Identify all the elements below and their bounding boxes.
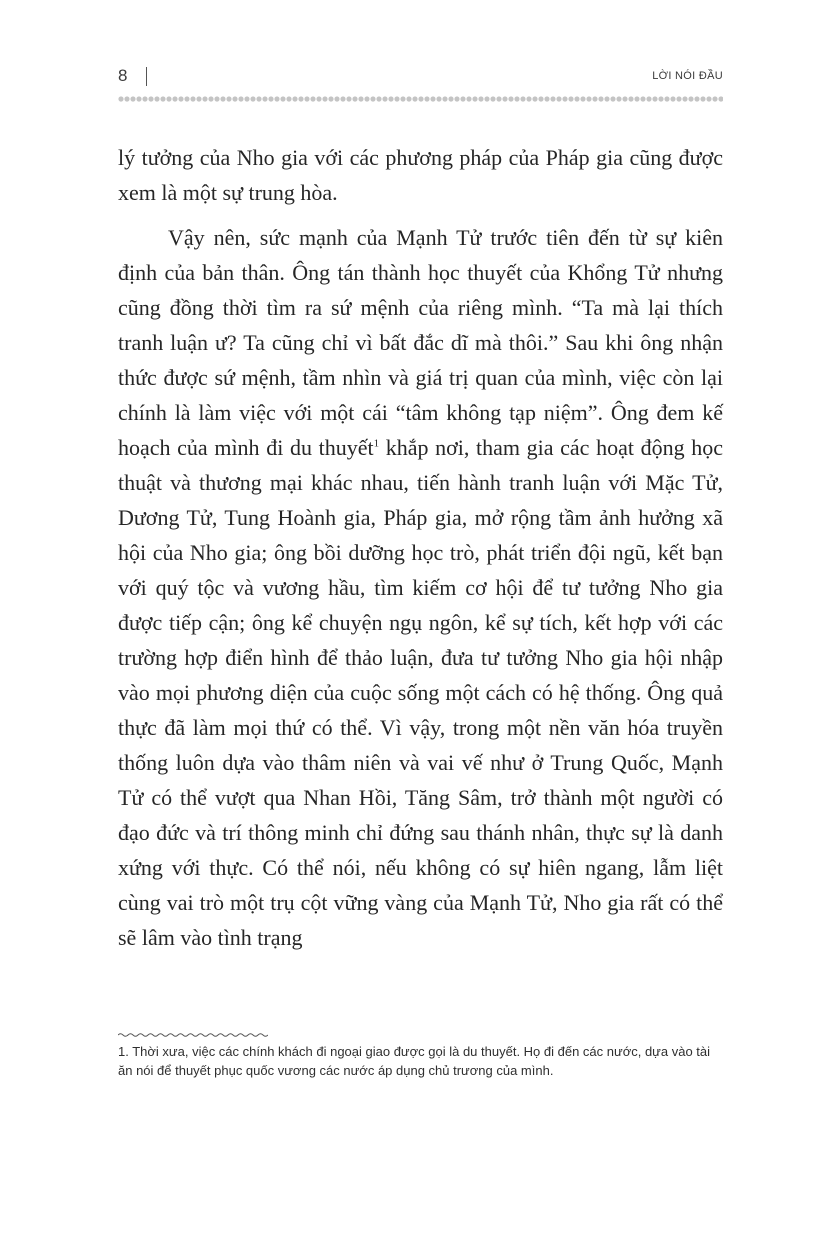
header-rule (118, 94, 723, 104)
page-header (118, 66, 723, 96)
body-text (118, 140, 723, 955)
footnote-rule (118, 1032, 268, 1038)
paragraph-text: khắp nơi, tham gia các hoạt động học thuật và thương mại khác nhau, tiến hành tranh luận với Mặc Tử, Dương Tử, Tung Hoành gia, Pháp gia, mở rộng tầm ảnh hưởng xã hội của Nho gia; ông bồi dưỡng học trò, phát triển đội ngũ, kết bạn với quý tộc và vương hầu, tìm kiếm cơ hội để tư tưởng Nho gia được tiếp cận; ông kể chuyện ngụ ngôn, kể sự tích, kết hợp với các trường hợp điển hình để thảo luận, đưa tư tưởng Nho gia hội nhập vào mọi phương diện của cuộc sống một cách có hệ thống. Ông quả thực đã làm mọi thứ có thể. Vì vậy, trong một nền văn hóa truyền thống luôn dựa vào thâm niên và vai vế như ở Trung Quốc, Mạnh Tử có thể vượt qua Nhan Hồi, Tăng Sâm, trở thành một người có đạo đức và trí thông minh chỉ đứng sau thánh nhân, thực sự là danh xứng với thực. Có thể nói, nếu không có sự hiên ngang, lẫm liệt cùng vai trò một trụ cột vững vàng của Mạnh Tử, Nho gia rất có thể sẽ lâm vào tình trạng (118, 435, 723, 950)
header-divider (146, 67, 147, 86)
paragraph-text: Vậy nên, sức mạnh của Mạnh Tử trước tiên đến từ sự kiên định của bản thân. Ông tán thành học thuyết của Khổng Tử nhưng cũng đồng thời tìm ra sứ mệnh của riêng mình. “Ta mà lại thích tranh luận ư? Ta cũng chỉ vì bất đắc dĩ mà thôi.” Sau khi ông nhận thức được sứ mệnh, tầm nhìn và giá trị quan của mình, việc còn lại chính là làm việc với một cái “tâm không tạp niệm”. Ông đem kế hoạch của mình đi du thuyết (118, 225, 723, 460)
footnote-marker[interactable]: 1 (373, 437, 380, 450)
paragraph: lý tưởng của Nho gia với các phương pháp của Pháp gia cũng được xem là một sự trung hòa. (118, 145, 723, 205)
footnote: 1. Thời xưa, việc các chính khách đi ngoại giao được gọi là du thuyết. Họ đi đến các nước, dựa vào tài ăn nói để thuyết phục quốc vương các nước áp dụng chủ trương của mình. (118, 1044, 711, 1078)
running-title: LỜI NÓI ĐẦU (652, 70, 723, 82)
paragraph (118, 220, 723, 955)
page-number: 8 (118, 66, 128, 85)
